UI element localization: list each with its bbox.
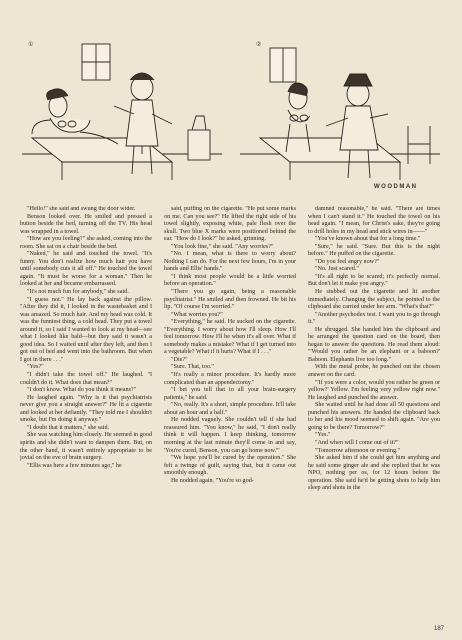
panel-right-number: ②: [256, 42, 262, 48]
paragraph: "Naked," he said and touched the towel. "It's funny. You don't realize how much hair you have until somebody cuts it all off." He touched the towel again. "It must be worse for a woman." Then he looked at her and became embarrassed.: [20, 251, 152, 288]
paragraph: "'If you were a color, would you rather be green or yellow?' Yellow. I'm feeling very yellow right now." He laughed and punched the answer.: [308, 379, 440, 401]
paragraph: He nodded vaguely. She couldn't tell if she had reassured him. "You know," he said, "I don't really think it will happen. I keep thinking, tomorrow morning at the last minute they'll come in and say, 'You're cured, Benson, you can go home now.'": [164, 417, 296, 454]
cartoon-illustration: [22, 34, 442, 202]
text-column-1: [20, 206, 152, 632]
paragraph: "No. Just scared.": [315, 266, 359, 273]
paragraph: Benson looked over. He smiled and pressed a button beside the bed, turning off the TV. His head was wrapped in a towel.: [20, 213, 152, 235]
paragraph: She waited until he had done all 50 questions and punched his answers. He handed the clipboard back to her and his mood seemed to shift again. "Are you going to be there? Tomorrow?": [308, 402, 440, 431]
paragraph: "I bet you tell that to all your brain-surgery patients," he said.: [164, 387, 296, 401]
paragraph: With the metal probe, he punched out the chosen answer on the card.: [308, 364, 440, 379]
paragraph: "Ellis was here a few minutes ago," he: [27, 462, 122, 469]
paragraph: He shrugged. She handed him the clipboard and he arranged the question card on the board, then began to answer the questions. He read them aloud: "'Would you rather be an elephant or a baboon?' Baboon. Elephants live too long.": [308, 326, 440, 363]
paragraph: "It's all right to be scared; it's perfectly normal. But don't let it make you angry.": [308, 273, 440, 288]
paragraph: "You look fine," she said. "Any worries?": [171, 243, 274, 250]
cartoonist-signature: WOODMAN: [374, 184, 418, 190]
paragraph: "Yes.": [315, 432, 331, 439]
paragraph: "And when will I come out of it?": [315, 439, 399, 446]
paragraph: "How are you feeling?" she asked, coming into the room. She sat on a chair beside the bed.: [20, 236, 152, 250]
paragraph: "I don't know. What do you think it means?": [27, 387, 137, 394]
paragraph: "There you go again, being a reasonable psychiatrist." He smiled and then frowned. He bit his lip. "Of course I'm worried.": [164, 289, 296, 311]
paragraph: "Do you feel angry now?": [315, 258, 380, 265]
paragraph: said, puffing on the cigarette. "He put some marks on me. Can you see?" He lifted the right side of his towel slightly, exposing white, pale flesh over the skull. Two blue X marks were positioned behind the ear. "How do I look?" he asked, grinning.: [164, 206, 296, 243]
paragraph: "I guess not." He lay back against the pillow. "After they did it, I looked in the wastebasket and I was amazed. So much hair. And my head was cold. It was the funniest thing, a cold head. They put a towel around it, so I said I wanted to look at my head—see what I looked like bald—but they said it wasn't a good idea. So I waited until after they left, and then I got out of bed and went into the bathroom. But when I got in there . . .": [20, 296, 152, 363]
paragraph: "Yes?": [27, 364, 44, 371]
paragraph: He laughed again. "Why is it that psychiatrists never give you a straight answer?" He lit a cigarette and looked at her defiantly. "They told me I shouldn't smoke, but I'm doing it anyway.": [20, 394, 152, 424]
paragraph: "Sure," he said. "Sure. But this is the night before." He puffed on the cigarette.: [308, 243, 440, 258]
paragraph: He stubbed out the cigarette and lit another immediately. Changing the subject, he pointed to the clipboard she carried under her arm. "What's that?": [308, 289, 440, 311]
paragraph: "It's not much fun for anybody," she said.: [27, 289, 129, 296]
paragraph: "We hope you'll be cured by the operation." She felt a twinge of guilt, saying that, but it came out smoothly enough.: [164, 455, 296, 477]
paragraph: "Sure. That, too.": [171, 364, 214, 371]
paragraph: She was watching him closely. He seemed in good spirits and she didn't want to dampen them. But, on the other hand, it wasn't entirely appropriate to be jovial on the eve of brain surgery.: [20, 432, 152, 462]
paragraph: "No. I mean, what is there to worry about? Nothing I can do. For the next few hours, I'm in your hands and Ellis' hands.": [164, 251, 296, 273]
paragraph: "What worries you?": [171, 311, 223, 318]
paragraph: "Hello!" she said and swung the door wider.: [27, 206, 136, 212]
paragraph: damned reasonable," he said. "There are times when I can't stand it." He touched the towel on his head again. "I mean, for Christ's sake, they're going to drill holes in my head and stick wires in——": [308, 206, 440, 235]
cartoon-panel-right: [240, 48, 440, 180]
paragraph: "Tomorrow afternoon or evening.": [315, 447, 401, 454]
text-column-2: [164, 206, 296, 632]
text-column-3: [308, 206, 440, 632]
paragraph: He nodded again. "You're so god-: [171, 477, 254, 484]
paragraph: "Another psychodex test. I want you to go through it.": [308, 311, 440, 326]
paragraph: "I doubt that it matters," she said.: [27, 424, 110, 431]
paragraph: "It's really a minor procedure. It's hardly more complicated than an appendectomy.": [164, 372, 296, 386]
paragraph: "No, really. It's a short, simple procedure. It'll take about an hour and a half.": [164, 402, 296, 416]
paragraph: "I think most people would be a little worried before an operation.": [164, 273, 296, 288]
cartoon-panel-left: [22, 44, 222, 180]
page-number: 187: [434, 626, 445, 632]
paragraph: "Die?": [171, 356, 188, 363]
paragraph: "I didn't take the towel off." He laughed. "I couldn't do it. What does that mean?": [20, 372, 152, 386]
paragraph: "Everything," he said. He sucked on the cigarette. "Everything. I worry about how I'll sleep. How I'll feel tomorrow. How I'll be when it's all over. What if somebody makes a mistake? What if I get turned into a vegetable? What if it hurts? What if I . . .": [164, 319, 296, 356]
paragraph: She asked him if she could get him anything and he said some ginger ale and she replied that he was NPO, nothing per os, for 12 hours before the operation. She said he'd be getting shots to help him sleep and shots in the: [308, 455, 440, 492]
article-body: [20, 206, 440, 632]
panel-left-number: ①: [28, 42, 34, 48]
paragraph: "You've known about that for a long time.": [315, 236, 421, 243]
